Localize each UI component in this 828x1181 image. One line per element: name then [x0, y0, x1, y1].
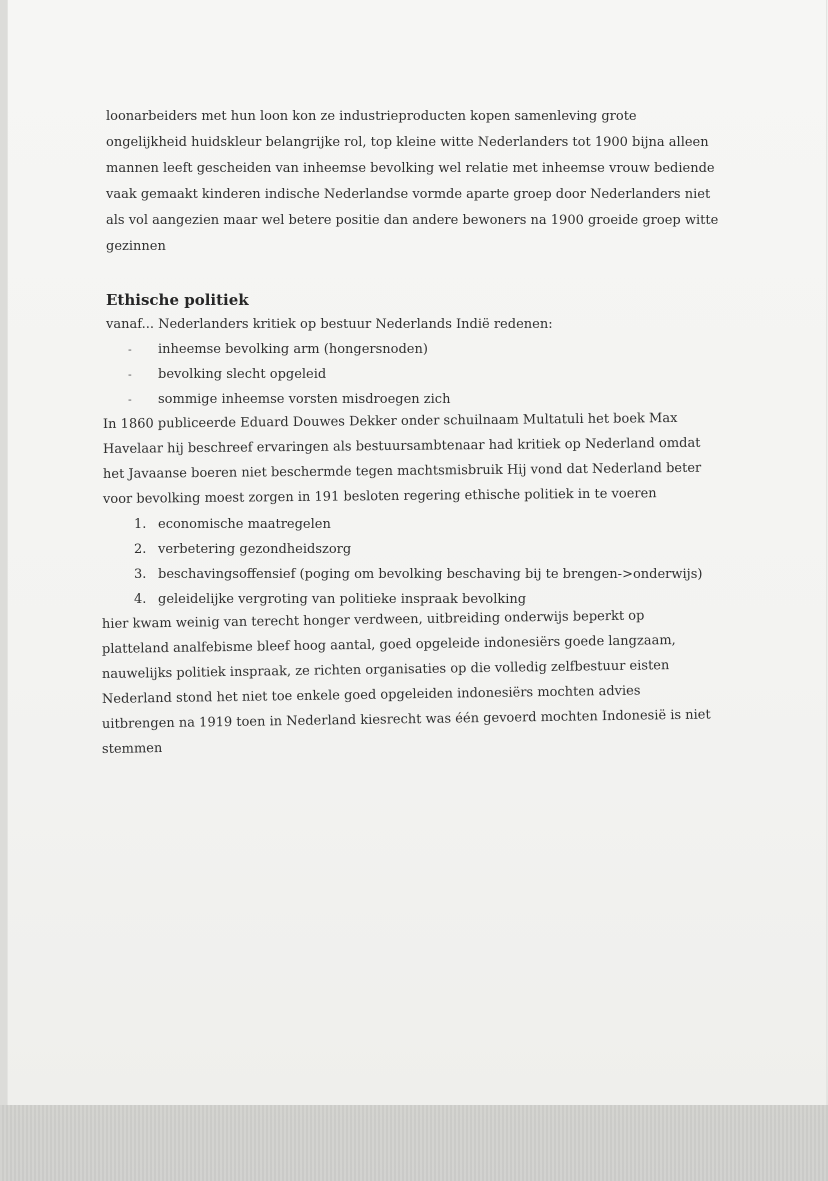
section-heading: Ethische politiek — [106, 291, 249, 309]
paragraph-line: stemmen — [101, 741, 163, 757]
list-number: 2. — [134, 542, 147, 557]
list-item-text: sommige inheemse vorsten misdroegen zich — [158, 392, 451, 407]
intro-line: gezinnen — [106, 239, 166, 254]
reasons-list — [106, 337, 746, 412]
list-item-text: economische maatregelen — [158, 517, 331, 532]
list-item-text: geleidelijke vergroting van politieke inspraak bevolking — [158, 592, 527, 607]
bullet-icon: - — [128, 368, 132, 381]
intro-line: vaak gemaakt kinderen indische Nederlandse vormde aparte groep door Nederlanders niet — [106, 187, 711, 202]
intro-line: loonarbeiders met hun loon kon ze industrieproducten kopen samenleving grote — [106, 109, 637, 124]
outcome-paragraph — [101, 608, 726, 762]
section-lead: vanaf... Nederlanders kritiek op bestuur Nederlands Indië redenen: — [106, 317, 553, 332]
paragraph-line: platteland analfebisme bleef hoog aantal, goed opgeleide indonesiërs goede langzaam, — [101, 632, 676, 657]
list-number: 1. — [134, 517, 147, 532]
paragraph-line: Havelaar hij beschreef ervaringen als bestuursambtenaar had kritiek op Nederland omdat — [102, 435, 701, 457]
page-left-edge — [0, 0, 8, 1181]
intro-line: als vol aangezien maar wel betere positie dan andere bewoners na 1900 groeide groep witte — [106, 213, 719, 228]
list-item — [106, 337, 746, 362]
paragraph-line: Nederland stond het niet toe enkele goed opgeleiden indonesiërs mochten advies — [101, 683, 641, 707]
list-number: 3. — [134, 567, 147, 582]
list-number: 4. — [134, 592, 147, 607]
paragraph-line: hier kwam weinig van terecht honger verdween, uitbreiding onderwijs beperkt op — [101, 608, 645, 632]
table-surface — [0, 1105, 828, 1181]
list-item — [106, 362, 746, 387]
intro-line: mannen leeft gescheiden van inheemse bevolking wel relatie met inheemse vrouw bediende — [106, 161, 715, 176]
paragraph-line: nauwelijks politiek inspraak, ze richten organisaties op die volledig zelfbestuur eisten — [101, 658, 670, 682]
list-item-text: bevolking slecht opgeleid — [158, 367, 327, 382]
list-item-text: inheemse bevolking arm (hongersnoden) — [158, 342, 428, 357]
paragraph-line: voor bevolking moest zorgen in 191 besloten regering ethische politiek in te voeren — [102, 486, 657, 507]
measures-list — [106, 512, 746, 612]
list-item-text: beschavingsoffensief (poging om bevolking beschaving bij te brengen->onderwijs) — [158, 567, 703, 582]
intro-line: ongelijkheid huidskleur belangrijke rol, top kleine witte Nederlanders tot 1900 bijna alleen — [106, 135, 709, 150]
list-item — [106, 512, 746, 537]
list-item-text: verbetering gezondheidszorg — [158, 542, 352, 557]
list-item — [106, 537, 746, 562]
bullet-icon: - — [128, 343, 132, 356]
paragraph-line: het Javaanse boeren niet beschermde tegen machtsmisbruik Hij vond dat Nederland beter — [102, 460, 702, 482]
paragraph-line: uitbrengen na 1919 toen in Nederland kiesrecht was één gevoerd mochten Indonesië is niet — [101, 707, 711, 732]
multatuli-paragraph — [103, 412, 723, 512]
list-item — [106, 562, 746, 587]
bullet-icon: - — [128, 393, 132, 406]
intro-paragraph — [106, 104, 746, 260]
document-body — [101, 104, 746, 762]
paragraph-line: In 1860 publiceerde Eduard Douwes Dekker onder schuilnaam Multatuli het boek Max — [102, 410, 678, 432]
